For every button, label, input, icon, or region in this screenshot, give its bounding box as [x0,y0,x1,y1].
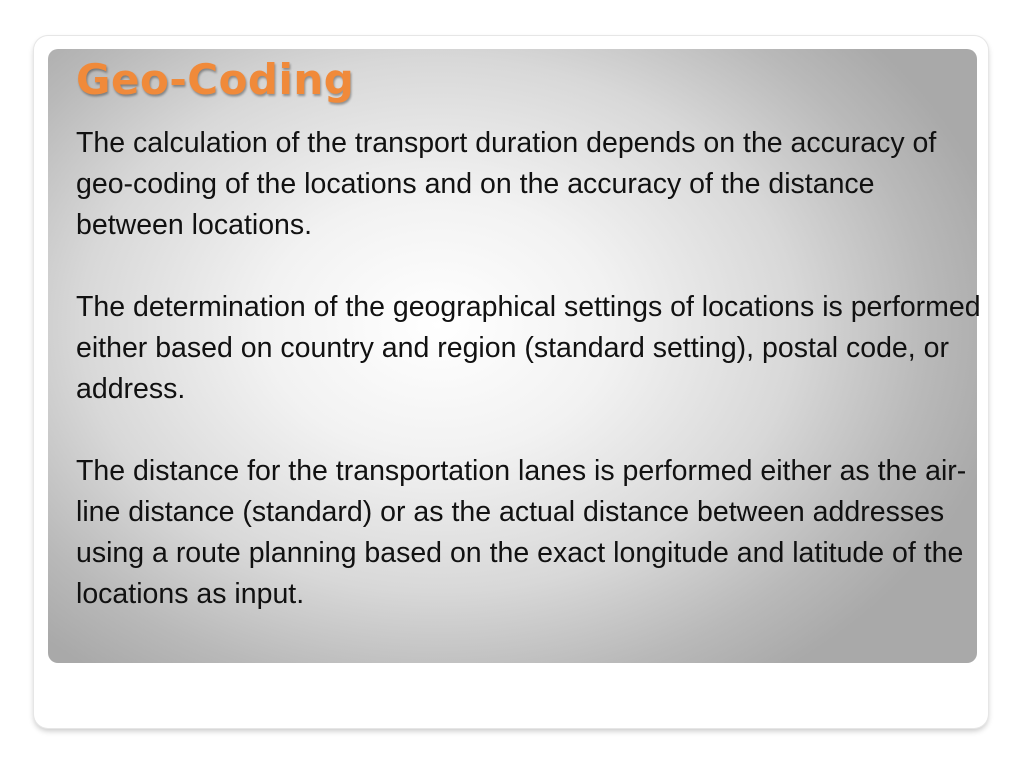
paragraph-geographical-settings: The determination of the geographical settings of locations is performed either based on country and region (standard setting), postal code, or address. [76,291,981,405]
slide-body [76,123,981,615]
paragraph-transportation-lanes: The distance for the transportation lanes is performed either as the air-line distance (standard) or as the actual distance between addresses using a route planning based on the exact longitude and latitude of the locations as input. [76,455,967,610]
slide-title: Geo-Coding [76,55,355,104]
paragraph-transport-duration: The calculation of the transport duration depends on the accuracy of geo-coding of the locations and on the accuracy of the distance between locations. [76,127,937,241]
